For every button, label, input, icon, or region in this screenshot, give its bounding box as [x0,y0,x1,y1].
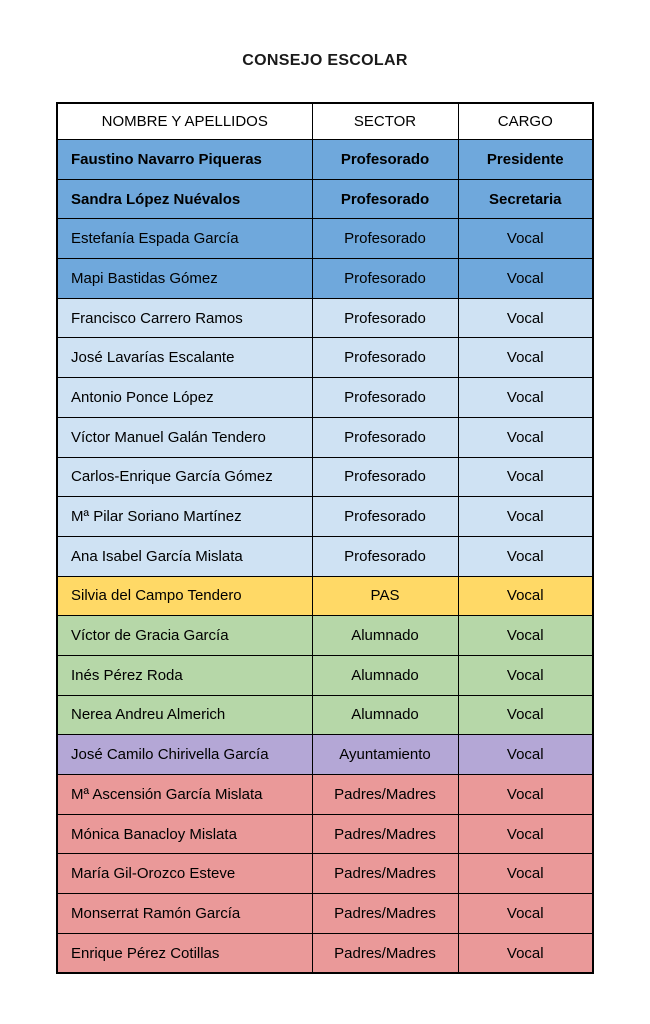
table-row [57,576,593,616]
member-name-cell: Monserrat Ramón García [57,894,312,934]
member-name-cell: Víctor de Gracia García [57,616,312,656]
member-sector-cell: Alumnado [312,655,458,695]
member-sector-cell: Profesorado [312,338,458,378]
table-row [57,655,593,695]
table-row [57,933,593,973]
member-name-cell: Nerea Andreu Almerich [57,695,312,735]
member-name-cell: José Camilo Chirivella García [57,735,312,775]
table-row [57,735,593,775]
member-name-cell: Silvia del Campo Tendero [57,576,312,616]
member-sector-cell: Profesorado [312,378,458,418]
header-sector: SECTOR [312,103,458,140]
table-row [57,219,593,259]
member-cargo-cell: Secretaria [458,179,593,219]
member-sector-cell: Ayuntamiento [312,735,458,775]
member-name-cell: Francisco Carrero Ramos [57,298,312,338]
member-cargo-cell: Vocal [458,536,593,576]
table-row [57,695,593,735]
member-sector-cell: Padres/Madres [312,933,458,973]
table-row [57,536,593,576]
member-name-cell: Mª Pilar Soriano Martínez [57,497,312,537]
consejo-escolar-table [56,102,594,974]
member-cargo-cell: Vocal [458,775,593,815]
table-row [57,616,593,656]
member-name-cell: Víctor Manuel Galán Tendero [57,417,312,457]
header-cargo: CARGO [458,103,593,140]
member-name-cell: José Lavarías Escalante [57,338,312,378]
table-row [57,298,593,338]
member-cargo-cell: Vocal [458,219,593,259]
table-row [57,179,593,219]
member-sector-cell: Padres/Madres [312,894,458,934]
member-sector-cell: Profesorado [312,140,458,180]
member-name-cell: Faustino Navarro Piqueras [57,140,312,180]
member-cargo-cell: Vocal [458,616,593,656]
member-sector-cell: Profesorado [312,536,458,576]
member-cargo-cell: Vocal [458,338,593,378]
table-row [57,814,593,854]
table-row [57,854,593,894]
table-row [57,457,593,497]
member-sector-cell: Alumnado [312,616,458,656]
member-name-cell: Ana Isabel García Mislata [57,536,312,576]
table-body [57,140,593,974]
member-cargo-cell: Vocal [458,298,593,338]
header-row [57,103,593,140]
member-cargo-cell: Vocal [458,259,593,299]
member-cargo-cell: Vocal [458,417,593,457]
member-cargo-cell: Vocal [458,378,593,418]
table-row [57,497,593,537]
table-row [57,417,593,457]
member-cargo-cell: Presidente [458,140,593,180]
member-sector-cell: Profesorado [312,259,458,299]
member-sector-cell: Padres/Madres [312,775,458,815]
member-sector-cell: Profesorado [312,497,458,537]
member-name-cell: Mapi Bastidas Gómez [57,259,312,299]
member-cargo-cell: Vocal [458,814,593,854]
member-name-cell: Estefanía Espada García [57,219,312,259]
member-cargo-cell: Vocal [458,854,593,894]
table-row [57,894,593,934]
header-nombre: NOMBRE Y APELLIDOS [57,103,312,140]
member-cargo-cell: Vocal [458,457,593,497]
member-sector-cell: Profesorado [312,179,458,219]
member-sector-cell: Padres/Madres [312,854,458,894]
member-sector-cell: Alumnado [312,695,458,735]
member-name-cell: Antonio Ponce López [57,378,312,418]
member-cargo-cell: Vocal [458,695,593,735]
member-cargo-cell: Vocal [458,655,593,695]
member-name-cell: Mª Ascensión García Mislata [57,775,312,815]
table-row [57,378,593,418]
member-sector-cell: Profesorado [312,219,458,259]
member-name-cell: Inés Pérez Roda [57,655,312,695]
member-name-cell: Sandra López Nuévalos [57,179,312,219]
page-title: CONSEJO ESCOLAR [242,52,408,69]
member-name-cell: María Gil-Orozco Esteve [57,854,312,894]
member-sector-cell: PAS [312,576,458,616]
table-header [57,103,593,140]
member-sector-cell: Profesorado [312,457,458,497]
table-row [57,140,593,180]
member-cargo-cell: Vocal [458,894,593,934]
member-name-cell: Carlos-Enrique García Gómez [57,457,312,497]
member-name-cell: Mónica Banacloy Mislata [57,814,312,854]
table-row [57,259,593,299]
member-cargo-cell: Vocal [458,576,593,616]
member-cargo-cell: Vocal [458,497,593,537]
member-name-cell: Enrique Pérez Cotillas [57,933,312,973]
table-row [57,775,593,815]
member-sector-cell: Profesorado [312,298,458,338]
table-row [57,338,593,378]
member-sector-cell: Profesorado [312,417,458,457]
member-cargo-cell: Vocal [458,933,593,973]
member-sector-cell: Padres/Madres [312,814,458,854]
member-cargo-cell: Vocal [458,735,593,775]
